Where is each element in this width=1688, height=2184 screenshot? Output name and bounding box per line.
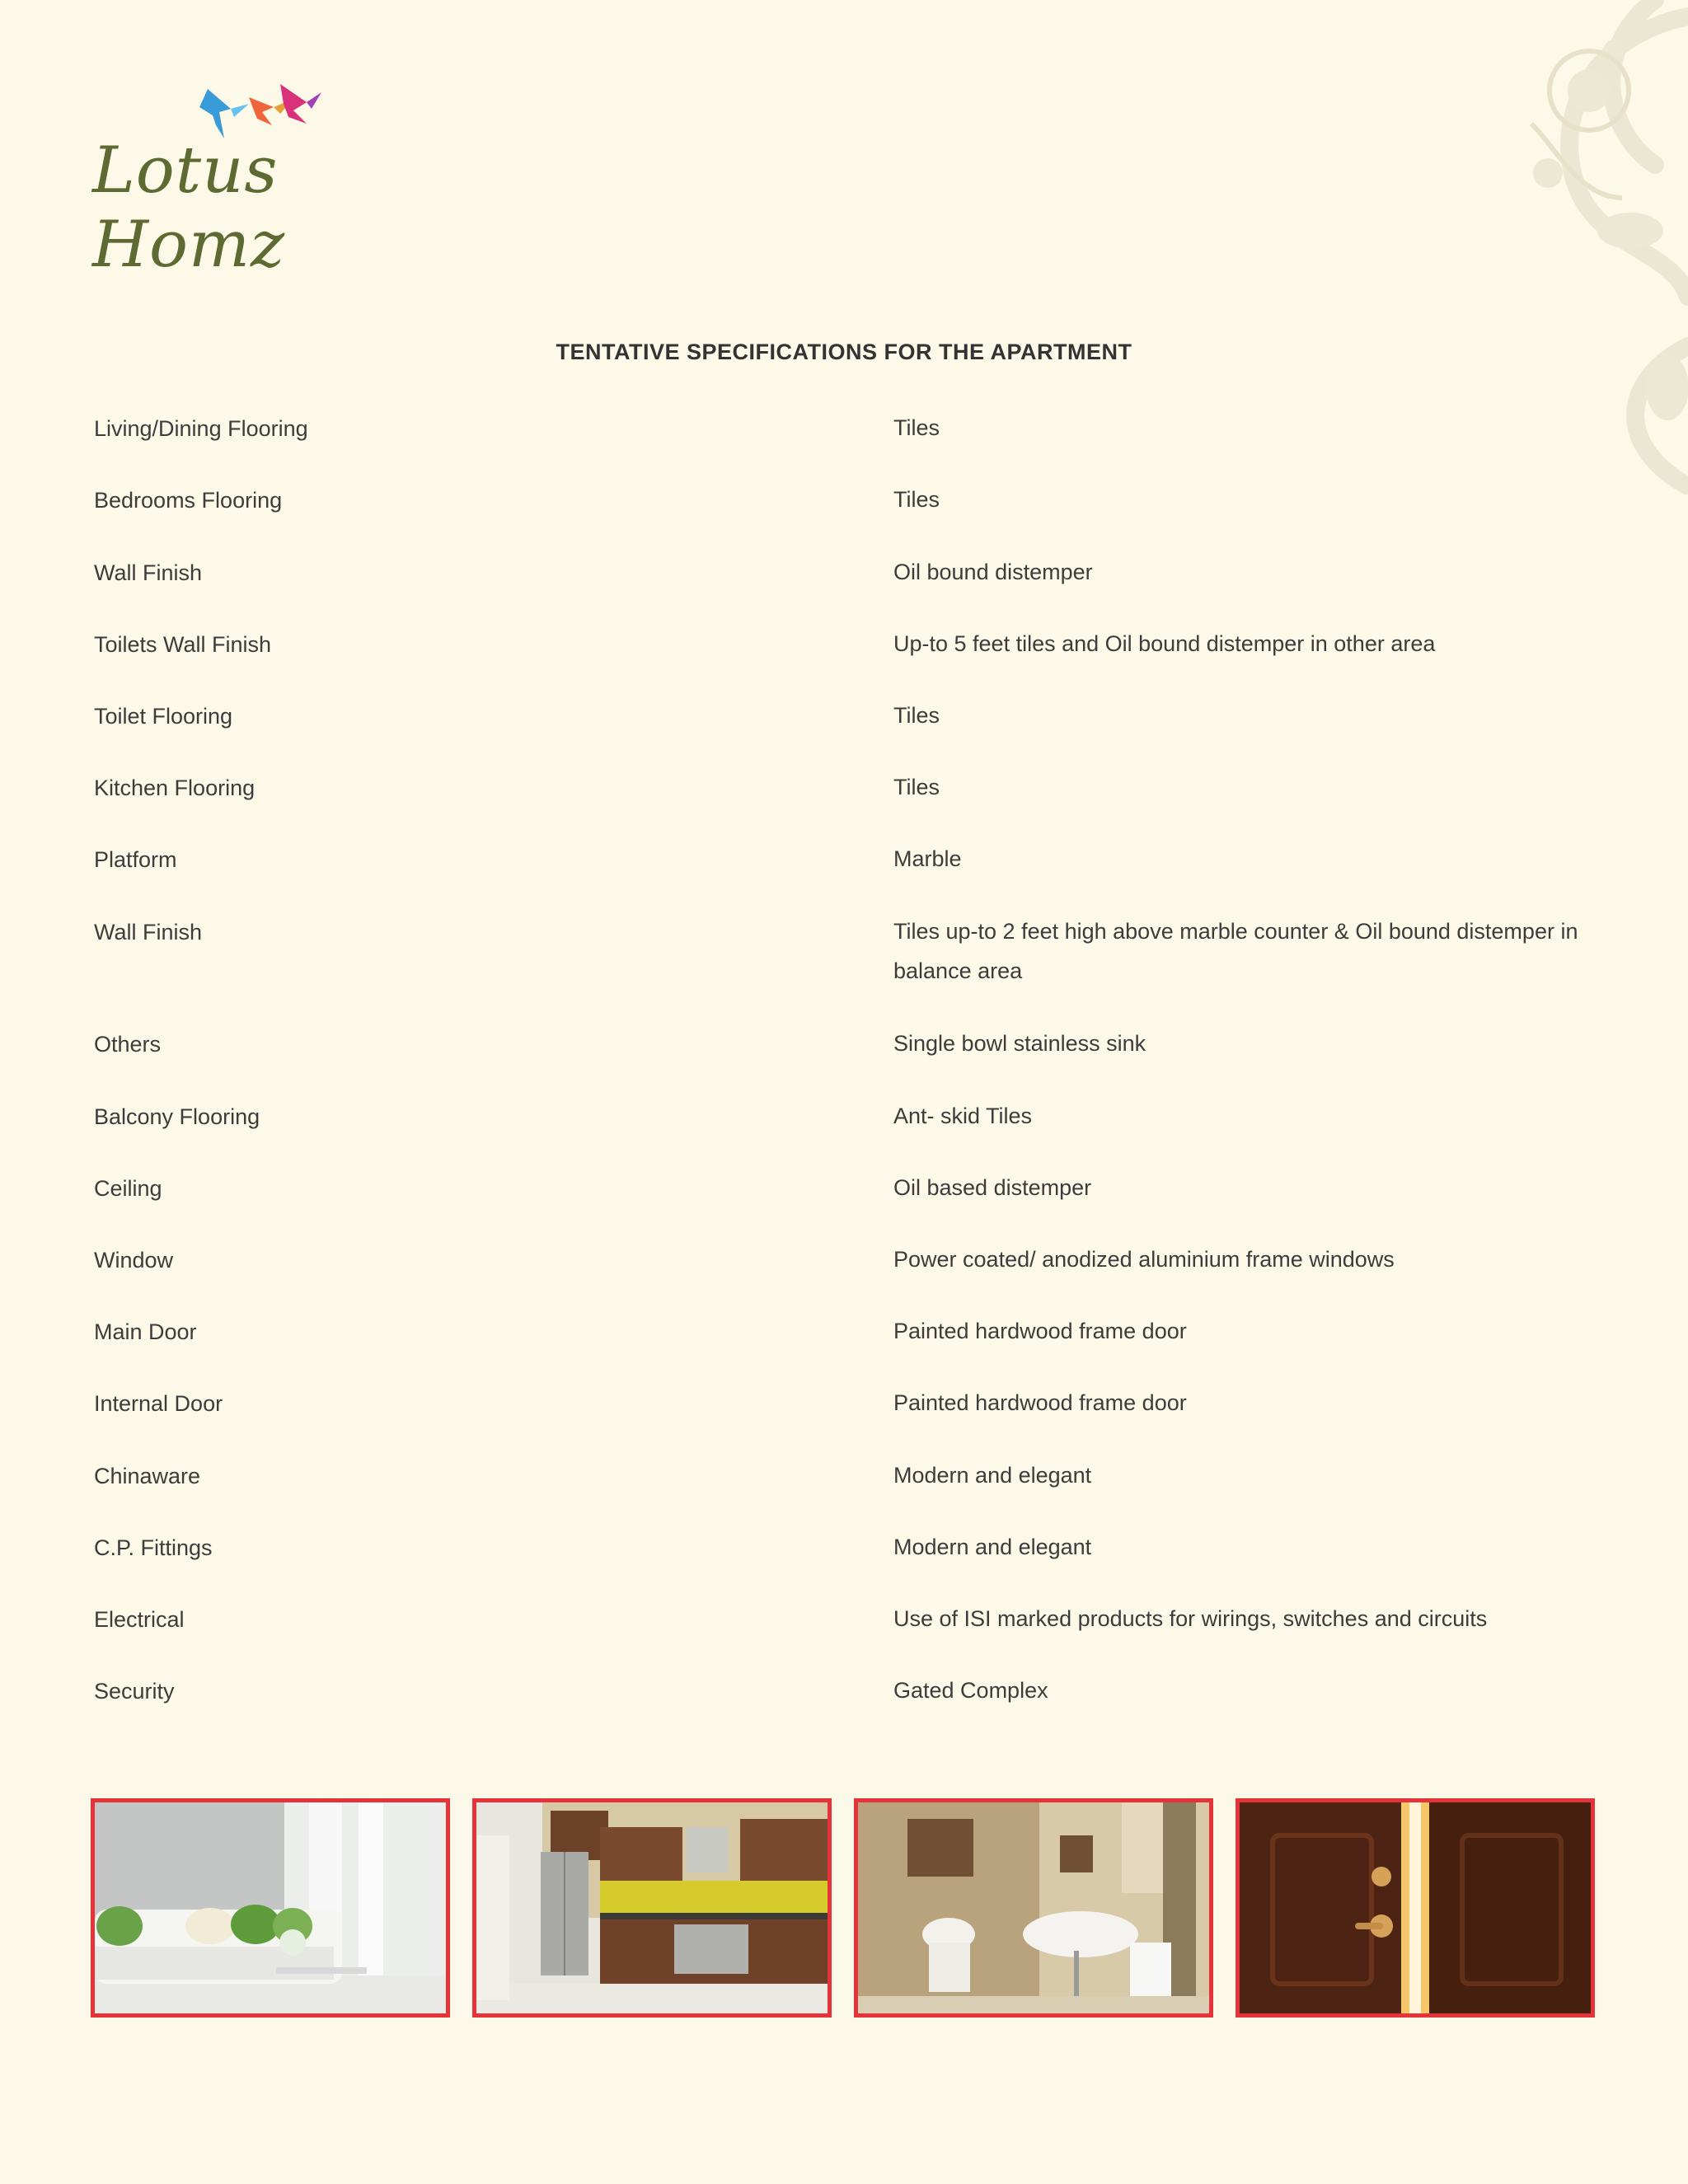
spec-label: Security xyxy=(94,1679,175,1704)
spec-value: Marble xyxy=(893,846,962,871)
spec-value: Tiles xyxy=(893,703,940,728)
spec-value: Single bowl stainless sink xyxy=(893,1031,1146,1056)
door-photo xyxy=(1236,1798,1595,2018)
spec-label: Chinaware xyxy=(94,1464,201,1488)
spec-label: Electrical xyxy=(94,1607,185,1632)
spec-value: Power coated/ anodized aluminium frame windows xyxy=(893,1247,1395,1272)
spec-label: Window xyxy=(94,1248,174,1272)
spec-label: Main Door xyxy=(94,1319,197,1344)
kitchen-photo xyxy=(472,1798,832,2018)
spec-label: Toilets Wall Finish xyxy=(94,632,272,657)
spec-value: Tiles up-to 2 feet high above marble counter & Oil bound distemper in balance area xyxy=(893,919,1578,983)
spec-value: Modern and elegant xyxy=(893,1463,1092,1488)
living-room-photo xyxy=(91,1798,450,2018)
spec-value: Tiles xyxy=(893,775,940,799)
spec-label: Balcony Flooring xyxy=(94,1104,260,1129)
spec-value: Use of ISI marked products for wirings, switches and circuits xyxy=(893,1606,1488,1631)
page-title: TENTATIVE SPECIFICATIONS FOR THE APARTMENT xyxy=(556,340,1132,364)
brand-logo xyxy=(92,74,488,282)
spec-value: Tiles xyxy=(893,415,940,440)
spec-value: Ant- skid Tiles xyxy=(893,1104,1033,1128)
spec-label: Toilet Flooring xyxy=(94,704,233,729)
spec-label: Ceiling xyxy=(94,1176,162,1201)
spec-value: Oil bound distemper xyxy=(893,560,1093,584)
brand-wordmark: Lotus Homz xyxy=(92,134,286,282)
spec-value: Painted hardwood frame door xyxy=(893,1319,1187,1343)
spec-value: Tiles xyxy=(893,487,940,512)
spec-label: Bedrooms Flooring xyxy=(94,488,283,513)
spec-label: Living/Dining Flooring xyxy=(94,416,308,441)
spec-label: C.P. Fittings xyxy=(94,1535,213,1560)
spec-label: Internal Door xyxy=(94,1391,223,1416)
spec-label: Platform xyxy=(94,847,177,872)
spec-value: Painted hardwood frame door xyxy=(893,1390,1187,1415)
bathroom-photo xyxy=(854,1798,1213,2018)
spec-label: Others xyxy=(94,1032,162,1057)
spec-value: Modern and elegant xyxy=(893,1535,1092,1559)
spec-label: Kitchen Flooring xyxy=(94,776,256,800)
spec-value: Gated Complex xyxy=(893,1678,1048,1703)
spec-value: Oil based distemper xyxy=(893,1175,1092,1200)
spec-label: Wall Finish xyxy=(94,920,203,944)
spec-value: Up-to 5 feet tiles and Oil bound distemper in other area xyxy=(893,631,1436,656)
spec-label: Wall Finish xyxy=(94,560,203,585)
